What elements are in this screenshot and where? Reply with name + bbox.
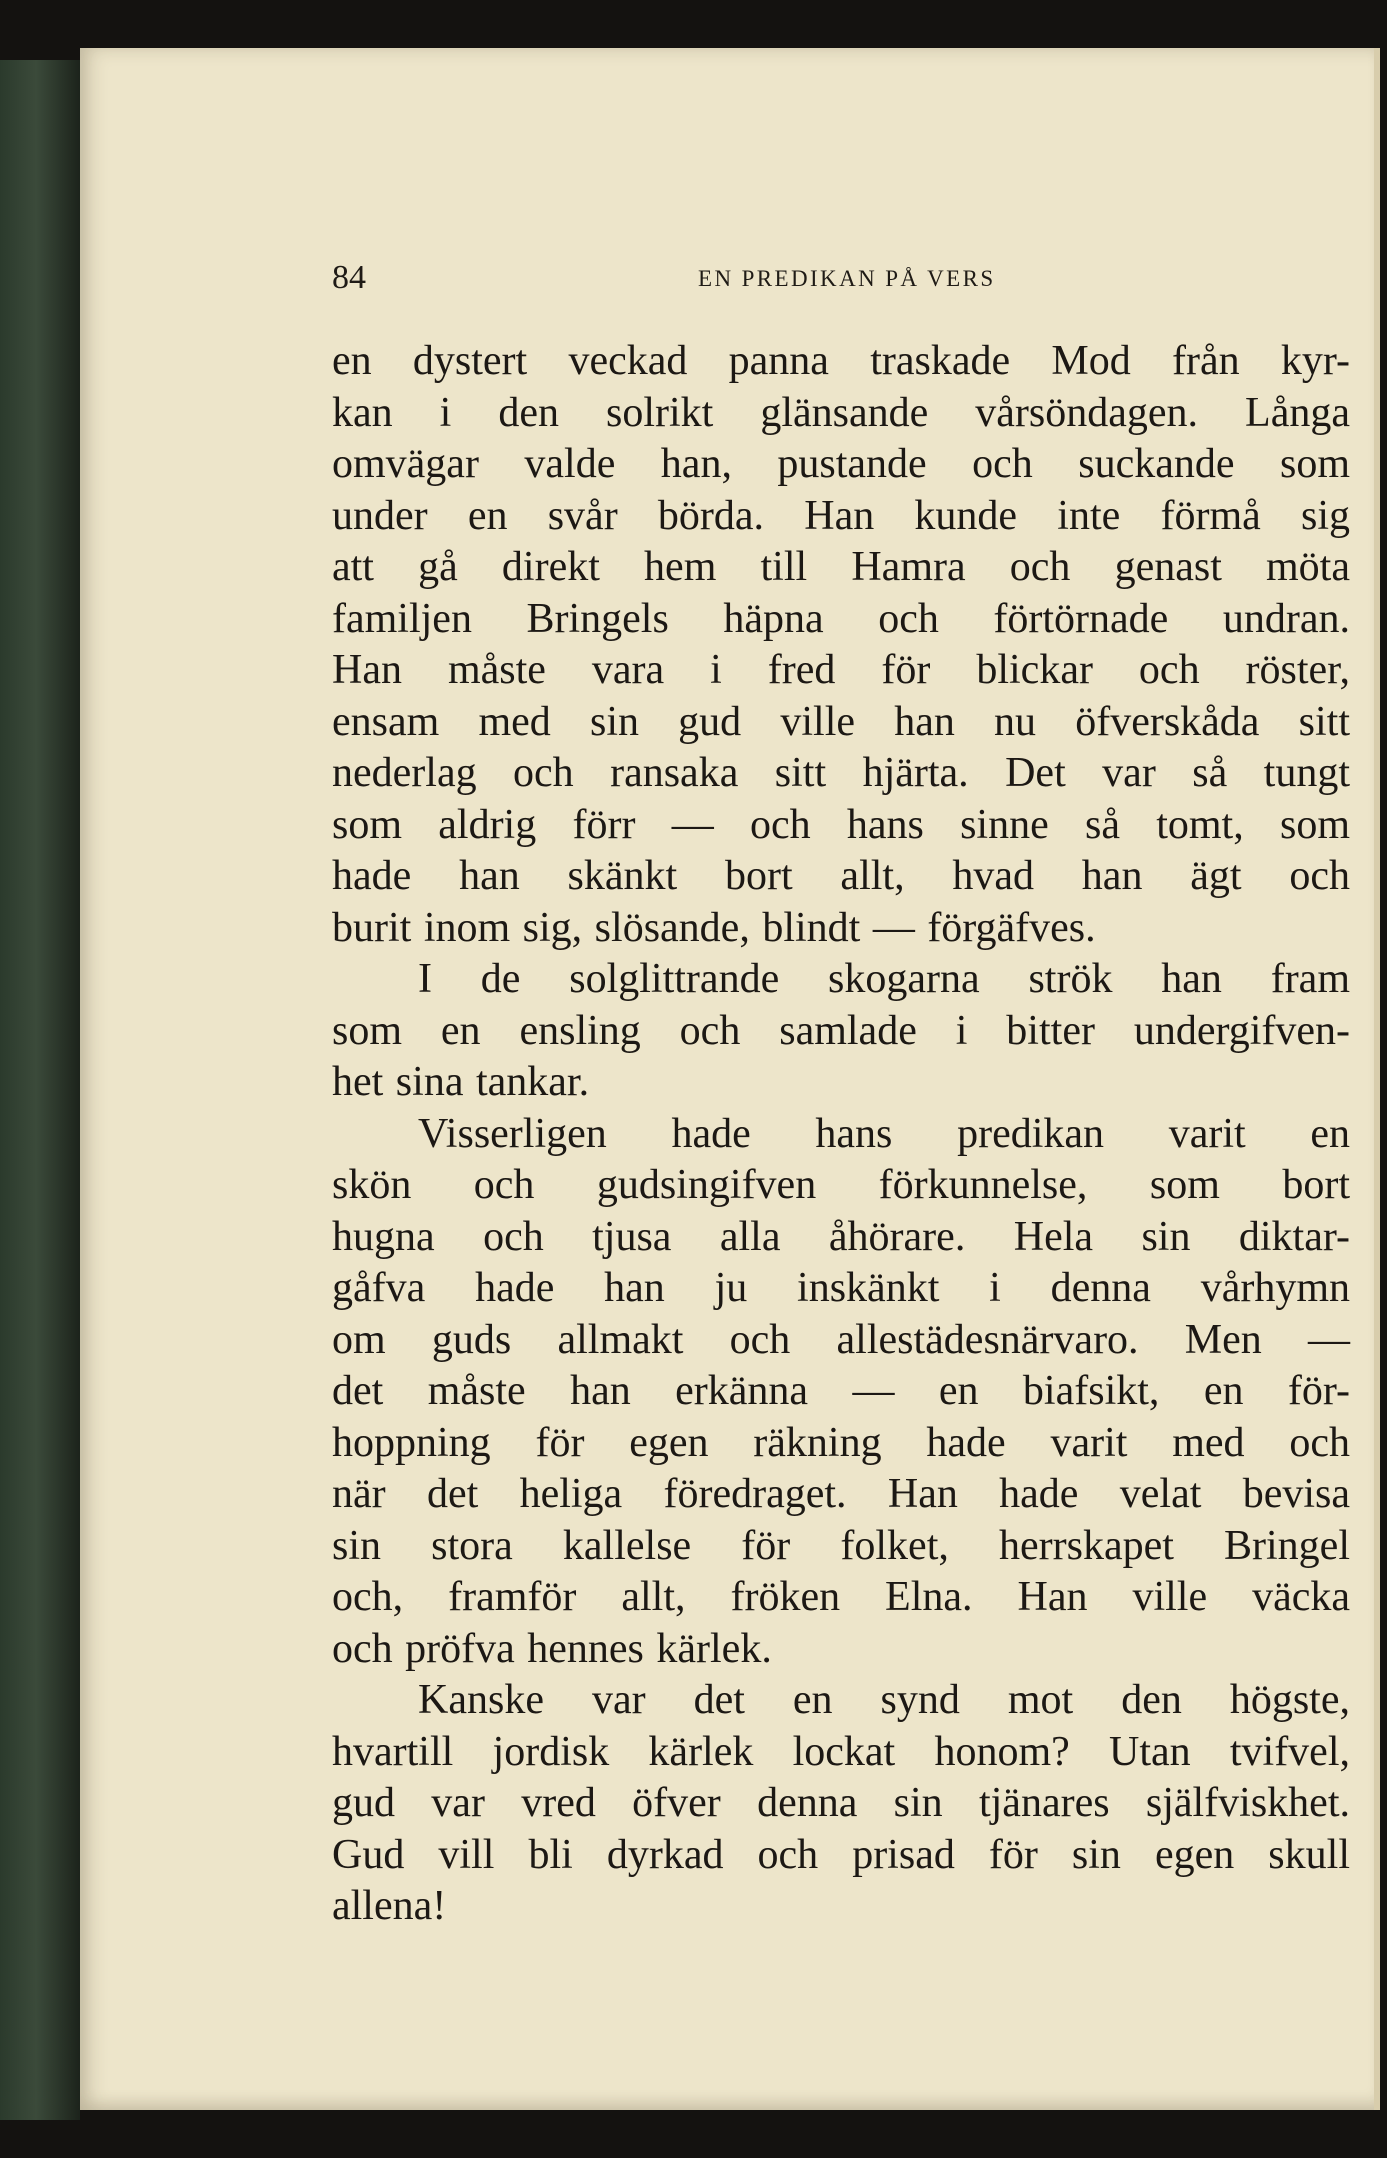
- text-line: det måste han erkänna — en biafsikt, en för-: [332, 1368, 1350, 1414]
- text-line: ensam med sin gud ville han nu öfverskåda sitt: [332, 698, 1350, 745]
- text-line: familjen Bringels häpna och förtörnade undran.: [332, 595, 1350, 642]
- text-line: om guds allmakt och allestädesnärvaro. Men —: [332, 1316, 1350, 1363]
- text-line: som en ensling och samlade i bitter undergifven-: [332, 1007, 1350, 1054]
- text-line: nederlag och ransaka sitt hjärta. Det var så tungt: [332, 750, 1350, 796]
- text-line: och pröfva hennes kärlek.: [332, 1625, 772, 1672]
- text-line: gud var vred öfver denna sin tjänares själfviskhet.: [332, 1780, 1350, 1826]
- text-line: hvartill jordisk kärlek lockat honom? Utan tvifvel,: [332, 1728, 1350, 1775]
- text-line: kan i den solrikt glänsande vårsöndagen. Långa: [332, 389, 1350, 436]
- text-line: sin stora kallelse för folket, herrskapet Bringel: [332, 1522, 1350, 1569]
- text-line: allena!: [332, 1883, 447, 1929]
- text-line: och, framför allt, fröken Elna. Han ville väcka: [332, 1574, 1350, 1620]
- body-text: [332, 336, 1350, 1933]
- text-line: under en svår börda. Han kunde inte förmå sig: [332, 492, 1350, 539]
- book-spine-shadow: [0, 60, 80, 2120]
- text-line: burit inom sig, slösande, blindt — förgäfves.: [332, 904, 1096, 951]
- text-line: Han måste vara i fred för blickar och röster,: [332, 647, 1350, 693]
- text-line: Gud vill bli dyrkad och prisad för sin egen skull: [332, 1831, 1350, 1878]
- text-line: hoppning för egen räkning hade varit med och: [332, 1419, 1350, 1466]
- text-line: en dystert veckad panna traskade Mod från kyr-: [332, 338, 1350, 384]
- book-page: [80, 48, 1380, 2110]
- text-line: I de solglittrande skogarna strök han fram: [418, 956, 1350, 1002]
- running-head: EN PREDIKAN PÅ VERS: [698, 266, 996, 291]
- text-line: skön och gudsingifven förkunnelse, som bort: [332, 1162, 1350, 1208]
- text-line: Visserligen hade hans predikan varit en: [418, 1110, 1350, 1157]
- text-line: hugna och tjusa alla åhörare. Hela sin diktar-: [332, 1213, 1350, 1260]
- page-edge: [1374, 48, 1380, 2110]
- page-number: 84: [332, 259, 366, 296]
- text-line: som aldrig förr — och hans sinne så tomt, som: [332, 801, 1350, 848]
- text-line: gåfva hade han ju inskänkt i denna vårhymn: [332, 1265, 1350, 1311]
- text-line: het sina tankar.: [332, 1059, 590, 1105]
- text-line: Kanske var det en synd mot den högste,: [418, 1677, 1350, 1723]
- text-line: hade han skänkt bort allt, hvad han ägt och: [332, 853, 1350, 899]
- text-line: att gå direkt hem till Hamra och genast möta: [332, 544, 1350, 590]
- text-line: när det heliga föredraget. Han hade velat bevisa: [332, 1471, 1350, 1517]
- text-line: omvägar valde han, pustande och suckande som: [332, 441, 1350, 487]
- page-header: [80, 258, 1380, 298]
